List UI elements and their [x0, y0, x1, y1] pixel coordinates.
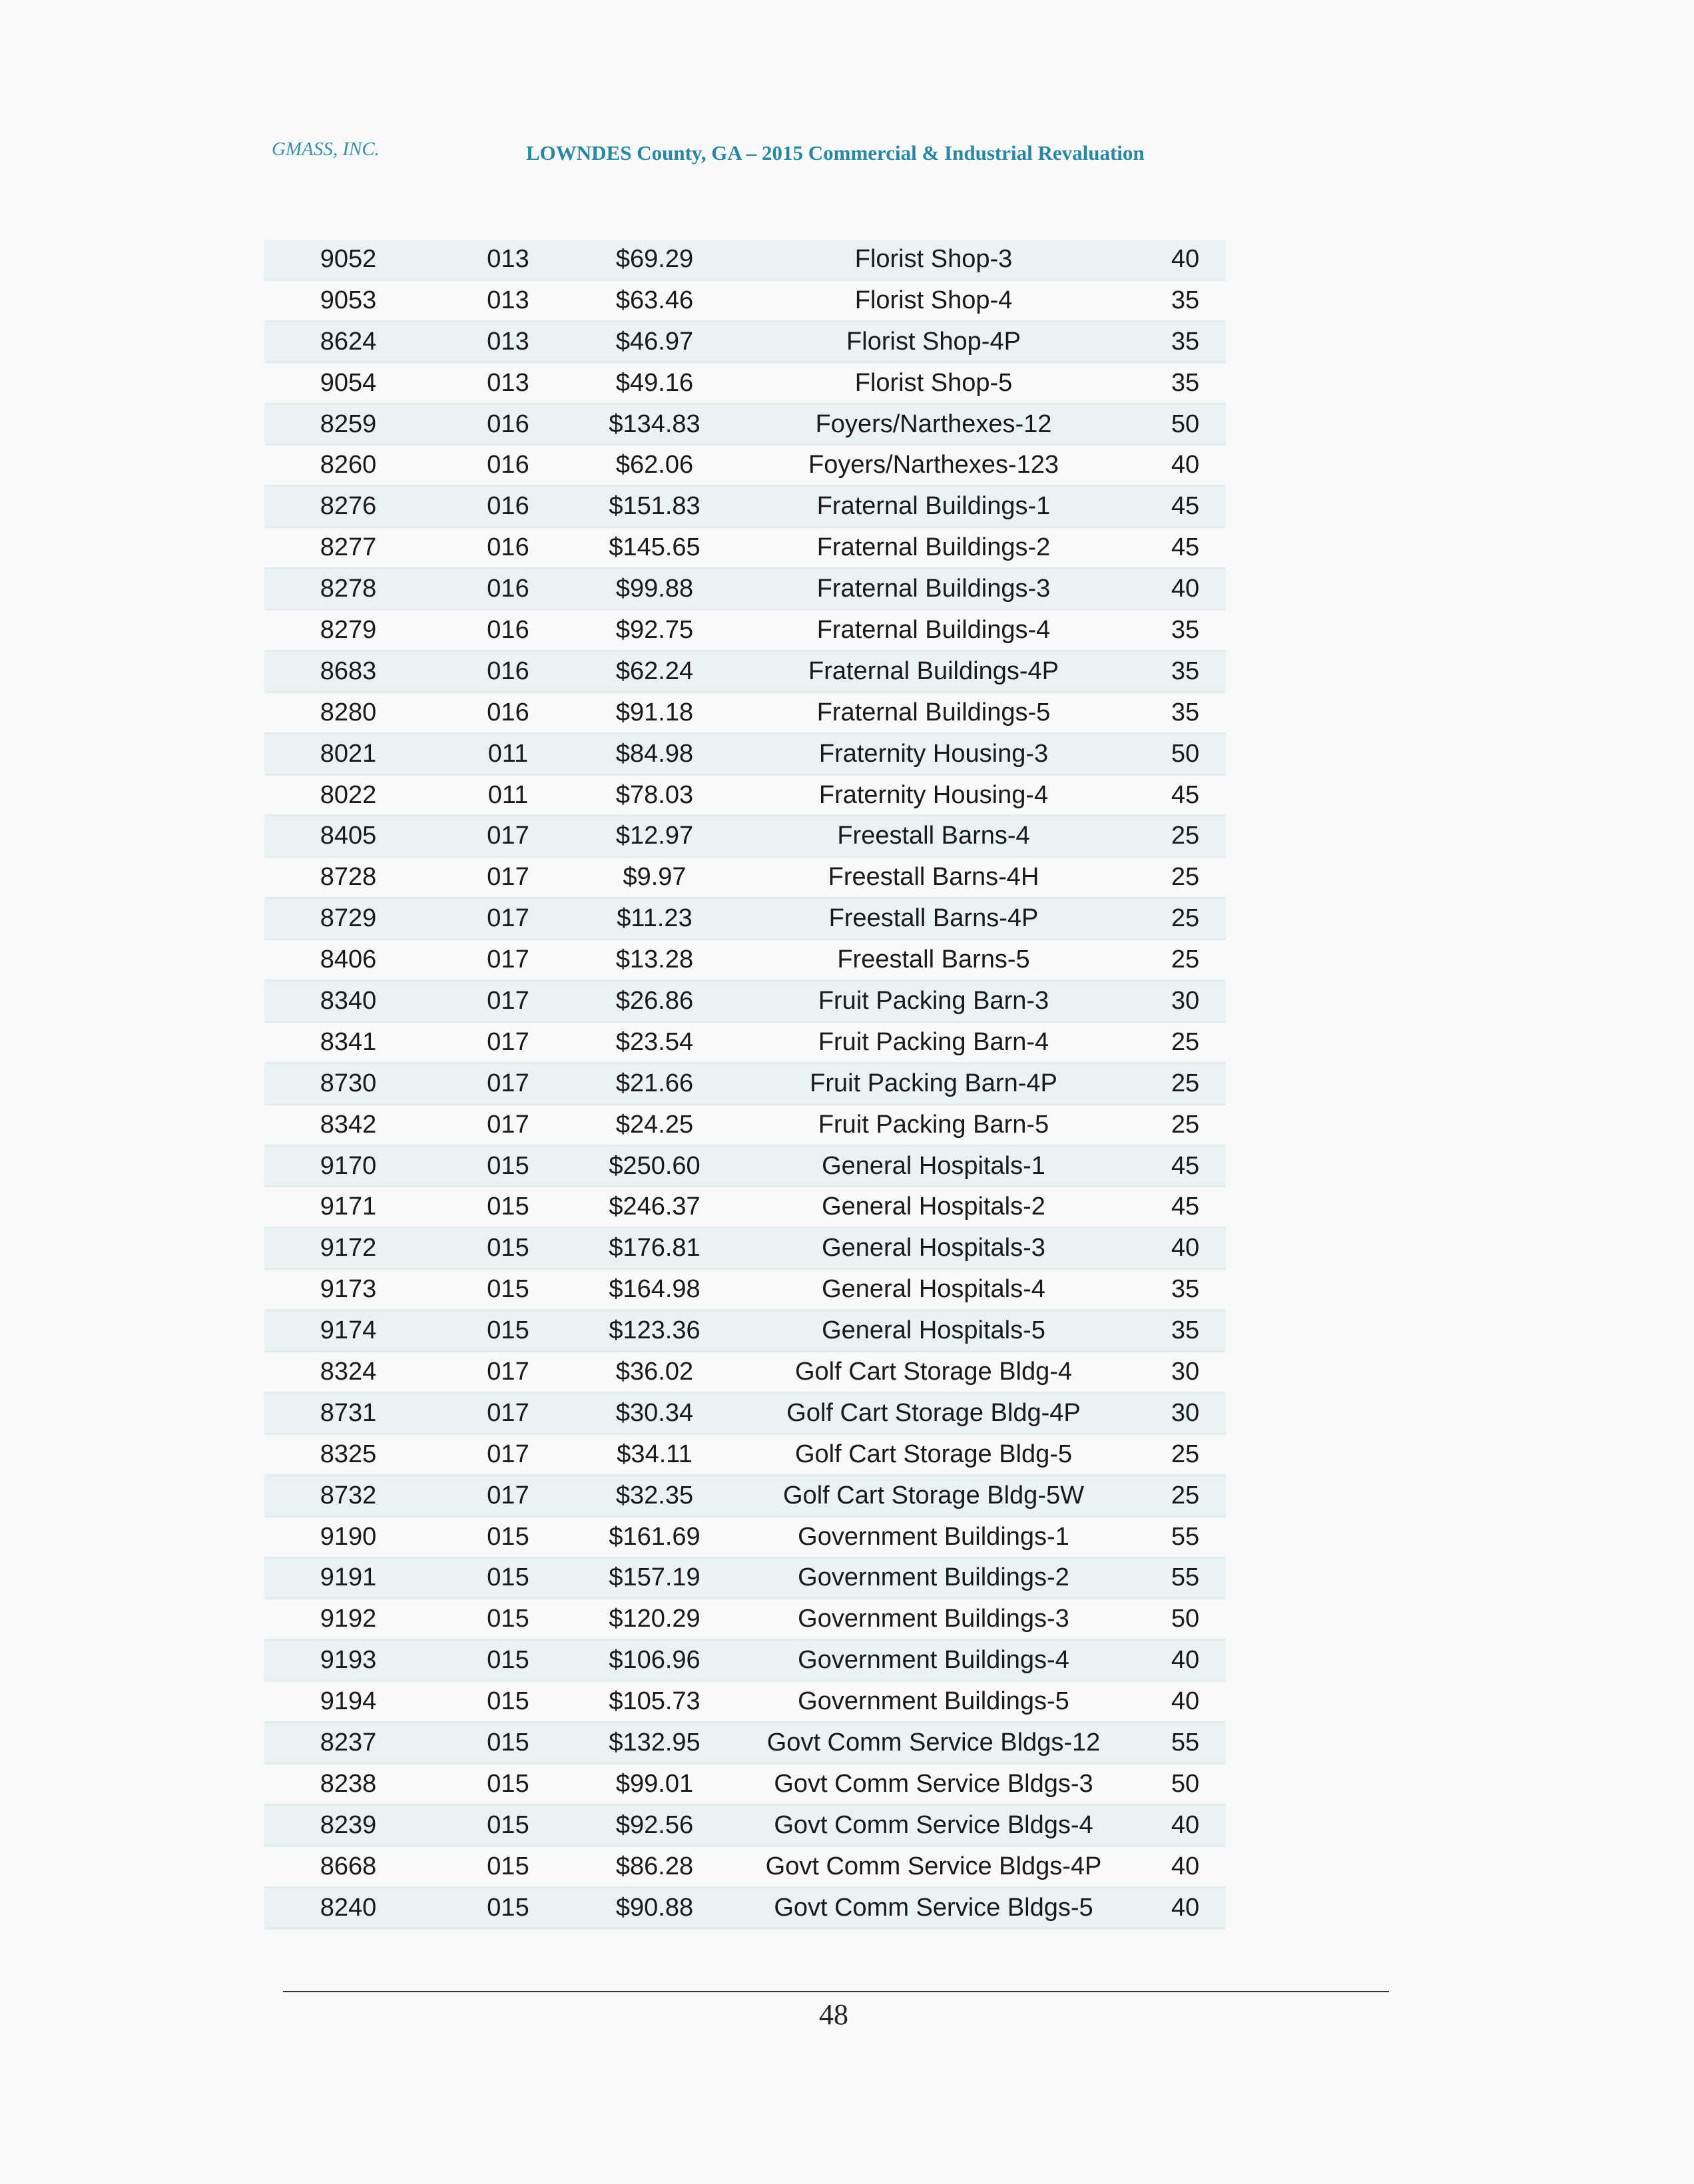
life-cell: 55	[1171, 1563, 1200, 1592]
description-cell: Foyers/Narthexes-12	[815, 410, 1052, 438]
life-cell: 35	[1171, 1275, 1200, 1304]
table-row	[264, 1228, 1226, 1270]
class-cell: 017	[487, 986, 529, 1015]
class-cell: 017	[487, 1481, 529, 1509]
table-row	[264, 240, 1226, 281]
cost-cell: $30.34	[615, 1398, 694, 1427]
code-cell: 9054	[320, 368, 377, 397]
life-cell: 35	[1171, 698, 1200, 726]
code-cell: 9190	[320, 1522, 377, 1551]
cost-cell: $123.36	[609, 1316, 701, 1345]
cost-cell: $32.35	[615, 1481, 694, 1509]
life-cell: 50	[1171, 739, 1200, 768]
class-cell: 017	[487, 1110, 529, 1139]
table-row	[264, 1765, 1226, 1806]
class-cell: 011	[487, 780, 529, 809]
description-cell: Florist Shop-4	[854, 286, 1013, 314]
description-cell: Florist Shop-5	[854, 368, 1013, 397]
class-cell: 015	[487, 1687, 529, 1716]
page-number: 48	[819, 1998, 848, 2031]
life-cell: 45	[1171, 780, 1200, 809]
description-cell: General Hospitals-4	[822, 1275, 1045, 1304]
class-cell: 013	[487, 368, 529, 397]
class-cell: 017	[487, 1398, 529, 1427]
description-cell: Golf Cart Storage Bldg-4P	[786, 1398, 1081, 1427]
code-cell: 9053	[320, 286, 377, 314]
class-cell: 017	[487, 863, 529, 892]
cost-cell: $246.37	[609, 1193, 701, 1221]
class-cell: 016	[487, 698, 529, 726]
description-cell: Govt Comm Service Bldgs-4P	[765, 1852, 1102, 1880]
table-row	[264, 858, 1226, 899]
table-row	[264, 1599, 1226, 1641]
life-cell: 50	[1171, 1769, 1200, 1798]
class-cell: 015	[487, 1852, 529, 1880]
description-cell: Freestall Barns-4	[837, 822, 1030, 850]
table-row	[264, 322, 1226, 364]
cost-cell: $250.60	[609, 1151, 701, 1180]
code-cell: 9192	[320, 1605, 377, 1633]
description-cell: Florist Shop-3	[854, 244, 1013, 273]
description-cell: Fraternity Housing-4	[818, 780, 1049, 809]
life-cell: 25	[1171, 946, 1200, 974]
table-row	[264, 1559, 1226, 1600]
code-cell: 8342	[320, 1110, 377, 1139]
table-row	[264, 1476, 1226, 1517]
description-cell: Fraternal Buildings-3	[816, 575, 1051, 603]
code-cell: 9194	[320, 1687, 377, 1716]
class-cell: 016	[487, 451, 529, 479]
code-cell: 8683	[320, 657, 377, 685]
life-cell: 50	[1171, 410, 1200, 438]
class-cell: 013	[487, 286, 529, 314]
cost-cell: $36.02	[615, 1357, 694, 1386]
description-cell: Fruit Packing Barn-5	[818, 1110, 1049, 1139]
description-cell: General Hospitals-2	[822, 1193, 1045, 1221]
description-cell: Fruit Packing Barn-3	[818, 986, 1049, 1015]
class-cell: 015	[487, 1275, 529, 1304]
document-title: LOWNDES County, GA – 2015 Commercial & Industrial Revaluation	[526, 141, 1145, 164]
description-cell: Golf Cart Storage Bldg-5	[794, 1440, 1073, 1468]
cost-cell: $145.65	[609, 533, 701, 562]
description-cell: Fraternal Buildings-2	[816, 533, 1051, 562]
table-row	[264, 1888, 1226, 1930]
table-row	[264, 405, 1226, 446]
cost-cell: $164.98	[609, 1275, 701, 1304]
cost-cell: $9.97	[623, 863, 687, 892]
code-cell: 8324	[320, 1357, 377, 1386]
cost-cell: $134.83	[609, 410, 701, 438]
cost-cell: $21.66	[615, 1069, 694, 1097]
table-row	[264, 816, 1226, 858]
code-cell: 8021	[320, 739, 377, 768]
table-row	[264, 940, 1226, 981]
description-cell: Govt Comm Service Bldgs-3	[774, 1769, 1093, 1798]
table-row	[264, 1147, 1226, 1188]
life-cell: 45	[1171, 1151, 1200, 1180]
code-cell: 8022	[320, 780, 377, 809]
description-cell: Government Buildings-2	[798, 1563, 1069, 1592]
table-row	[264, 1806, 1226, 1847]
table-row	[264, 364, 1226, 405]
life-cell: 40	[1171, 1646, 1200, 1675]
table-row	[264, 652, 1226, 693]
class-cell: 015	[487, 1769, 529, 1798]
table-row	[264, 981, 1226, 1023]
code-cell: 8405	[320, 822, 377, 850]
class-cell: 016	[487, 492, 529, 521]
class-cell: 016	[487, 657, 529, 685]
description-cell: Freestall Barns-4P	[828, 904, 1039, 933]
life-cell: 25	[1171, 1440, 1200, 1468]
cost-cell: $26.86	[615, 986, 694, 1015]
code-cell: 8668	[320, 1852, 377, 1880]
code-cell: 8406	[320, 946, 377, 974]
life-cell: 25	[1171, 1481, 1200, 1509]
life-cell: 35	[1171, 1316, 1200, 1345]
class-cell: 017	[487, 904, 529, 933]
class-cell: 015	[487, 1193, 529, 1221]
class-cell: 017	[487, 946, 529, 974]
cost-cell: $92.75	[615, 615, 694, 644]
description-cell: Fraternal Buildings-1	[816, 492, 1051, 521]
life-cell: 30	[1171, 1398, 1200, 1427]
life-cell: 40	[1171, 1852, 1200, 1880]
cost-cell: $157.19	[609, 1563, 701, 1592]
life-cell: 35	[1171, 657, 1200, 685]
class-cell: 015	[487, 1563, 529, 1592]
cost-cell: $105.73	[609, 1687, 701, 1716]
life-cell: 40	[1171, 244, 1200, 273]
description-cell: Fraternal Buildings-5	[816, 698, 1051, 726]
code-cell: 9191	[320, 1563, 377, 1592]
life-cell: 25	[1171, 822, 1200, 850]
life-cell: 45	[1171, 533, 1200, 562]
cost-cell: $62.24	[615, 657, 694, 685]
class-cell: 017	[487, 1440, 529, 1468]
life-cell: 40	[1171, 1687, 1200, 1716]
class-cell: 011	[487, 739, 529, 768]
company-name: GMASS, INC.	[272, 138, 380, 160]
table-row	[264, 1517, 1226, 1559]
class-cell: 013	[487, 327, 529, 356]
cost-cell: $99.01	[615, 1769, 694, 1798]
cost-cell: $34.11	[617, 1440, 693, 1468]
code-cell: 8276	[320, 492, 377, 521]
table-row	[264, 899, 1226, 940]
class-cell: 015	[487, 1316, 529, 1345]
table-row	[264, 734, 1226, 776]
table-row	[264, 1352, 1226, 1394]
cost-cell: $120.29	[609, 1605, 701, 1633]
table-row	[264, 1105, 1226, 1147]
cost-cell: $46.97	[615, 327, 694, 356]
code-cell: 8340	[320, 986, 377, 1015]
table-row	[264, 1023, 1226, 1064]
code-cell: 9173	[320, 1275, 377, 1304]
cost-cell: $90.88	[615, 1893, 694, 1922]
code-cell: 8278	[320, 575, 377, 603]
class-cell: 015	[487, 1893, 529, 1922]
description-cell: Government Buildings-5	[798, 1687, 1069, 1716]
life-cell: 35	[1171, 286, 1200, 314]
footer-divider	[283, 1991, 1389, 1992]
class-cell: 015	[487, 1729, 529, 1757]
table-row	[264, 1435, 1226, 1476]
code-cell: 9193	[320, 1646, 377, 1675]
code-cell: 8732	[320, 1481, 377, 1509]
table-row	[264, 1270, 1226, 1311]
code-cell: 8238	[320, 1769, 377, 1798]
table-row	[264, 1064, 1226, 1105]
table-row	[264, 776, 1226, 817]
cost-cell: $151.83	[609, 492, 701, 521]
life-cell: 25	[1171, 1069, 1200, 1097]
description-cell: Freestall Barns-4H	[828, 863, 1039, 892]
life-cell: 25	[1171, 863, 1200, 892]
code-cell: 9170	[320, 1151, 377, 1180]
class-cell: 017	[487, 822, 529, 850]
class-cell: 015	[487, 1605, 529, 1633]
cost-cell: $63.46	[615, 286, 694, 314]
table-row	[264, 1723, 1226, 1765]
code-cell: 8728	[320, 863, 377, 892]
class-cell: 015	[487, 1234, 529, 1262]
table-row	[264, 569, 1226, 611]
cost-cell: $132.95	[609, 1729, 701, 1757]
cost-cell: $84.98	[615, 739, 694, 768]
description-cell: Fraternity Housing-3	[818, 739, 1049, 768]
description-cell: Government Buildings-1	[798, 1522, 1069, 1551]
class-cell: 013	[487, 244, 529, 273]
cost-cell: $99.88	[615, 575, 694, 603]
class-cell: 015	[487, 1646, 529, 1675]
code-cell: 8259	[320, 410, 377, 438]
code-cell: 8280	[320, 698, 377, 726]
description-cell: Golf Cart Storage Bldg-4	[794, 1357, 1073, 1386]
life-cell: 25	[1171, 1110, 1200, 1139]
life-cell: 40	[1171, 1810, 1200, 1839]
table-row	[264, 1682, 1226, 1723]
code-cell: 8730	[320, 1069, 377, 1097]
cost-cell: $12.97	[615, 822, 694, 850]
code-cell: 9174	[320, 1316, 377, 1345]
cost-cell: $106.96	[609, 1646, 701, 1675]
description-cell: Fruit Packing Barn-4	[818, 1027, 1049, 1056]
code-cell: 9052	[320, 244, 377, 273]
life-cell: 40	[1171, 575, 1200, 603]
table-row	[264, 1187, 1226, 1228]
code-cell: 8237	[320, 1729, 377, 1757]
description-cell: Fraternal Buildings-4	[816, 615, 1051, 644]
class-cell: 017	[487, 1357, 529, 1386]
class-cell: 017	[487, 1027, 529, 1056]
life-cell: 55	[1171, 1522, 1200, 1551]
cost-cell: $49.16	[615, 368, 694, 397]
description-cell: General Hospitals-3	[822, 1234, 1045, 1262]
code-cell: 8277	[320, 533, 377, 562]
code-cell: 8731	[320, 1398, 377, 1427]
class-cell: 016	[487, 533, 529, 562]
table-row	[264, 281, 1226, 322]
code-cell: 8341	[320, 1027, 377, 1056]
life-cell: 25	[1171, 1027, 1200, 1056]
life-cell: 40	[1171, 1234, 1200, 1262]
cost-cell: $161.69	[609, 1522, 701, 1551]
table-row	[264, 1641, 1226, 1682]
cost-cell: $92.56	[615, 1810, 694, 1839]
cost-cell: $69.29	[615, 244, 694, 273]
description-cell: Foyers/Narthexes-123	[808, 451, 1059, 479]
table-row	[264, 611, 1226, 652]
code-cell: 9171	[320, 1193, 377, 1221]
life-cell: 35	[1171, 368, 1200, 397]
class-cell: 015	[487, 1522, 529, 1551]
class-cell: 015	[487, 1810, 529, 1839]
description-cell: General Hospitals-5	[822, 1316, 1045, 1345]
class-cell: 015	[487, 1151, 529, 1180]
code-cell: 8239	[320, 1810, 377, 1839]
life-cell: 45	[1171, 1193, 1200, 1221]
description-cell: Florist Shop-4P	[846, 327, 1021, 356]
table-row	[264, 445, 1226, 487]
life-cell: 30	[1171, 1357, 1200, 1386]
code-cell: 8260	[320, 451, 377, 479]
table-row	[264, 1847, 1226, 1888]
description-cell: Freestall Barns-5	[837, 946, 1030, 974]
class-cell: 016	[487, 575, 529, 603]
description-cell: Government Buildings-3	[798, 1605, 1069, 1633]
cost-cell: $91.18	[615, 698, 694, 726]
cost-cell: $176.81	[609, 1234, 701, 1262]
life-cell: 40	[1171, 1893, 1200, 1922]
life-cell: 25	[1171, 904, 1200, 933]
code-cell: 8279	[320, 615, 377, 644]
cost-cell: $23.54	[615, 1027, 694, 1056]
life-cell: 35	[1171, 327, 1200, 356]
class-cell: 016	[487, 615, 529, 644]
table-row	[264, 1311, 1226, 1352]
life-cell: 30	[1171, 986, 1200, 1015]
cost-cell: $24.25	[615, 1110, 694, 1139]
cost-cell: $78.03	[615, 780, 694, 809]
table-row	[264, 528, 1226, 569]
description-cell: Govt Comm Service Bldgs-5	[774, 1893, 1093, 1922]
description-cell: Fraternal Buildings-4P	[808, 657, 1059, 685]
class-cell: 017	[487, 1069, 529, 1097]
life-cell: 50	[1171, 1605, 1200, 1633]
description-cell: Fruit Packing Barn-4P	[810, 1069, 1057, 1097]
table-row	[264, 693, 1226, 734]
life-cell: 35	[1171, 615, 1200, 644]
life-cell: 40	[1171, 451, 1200, 479]
description-cell: General Hospitals-1	[822, 1151, 1045, 1180]
description-cell: Golf Cart Storage Bldg-5W	[783, 1481, 1084, 1509]
cost-cell: $13.28	[615, 946, 694, 974]
cost-cell: $11.23	[617, 904, 693, 933]
description-cell: Govt Comm Service Bldgs-4	[774, 1810, 1093, 1839]
cost-table	[264, 240, 1226, 1930]
code-cell: 8729	[320, 904, 377, 933]
class-cell: 016	[487, 410, 529, 438]
table-row	[264, 487, 1226, 528]
life-cell: 55	[1171, 1729, 1200, 1757]
code-cell: 8624	[320, 327, 377, 356]
cost-cell: $62.06	[615, 451, 694, 479]
code-cell: 8240	[320, 1893, 377, 1922]
description-cell: Government Buildings-4	[798, 1646, 1069, 1675]
life-cell: 45	[1171, 492, 1200, 521]
code-cell: 9172	[320, 1234, 377, 1262]
description-cell: Govt Comm Service Bldgs-12	[766, 1729, 1101, 1757]
cost-cell: $86.28	[615, 1852, 694, 1880]
code-cell: 8325	[320, 1440, 377, 1468]
table-row	[264, 1394, 1226, 1435]
